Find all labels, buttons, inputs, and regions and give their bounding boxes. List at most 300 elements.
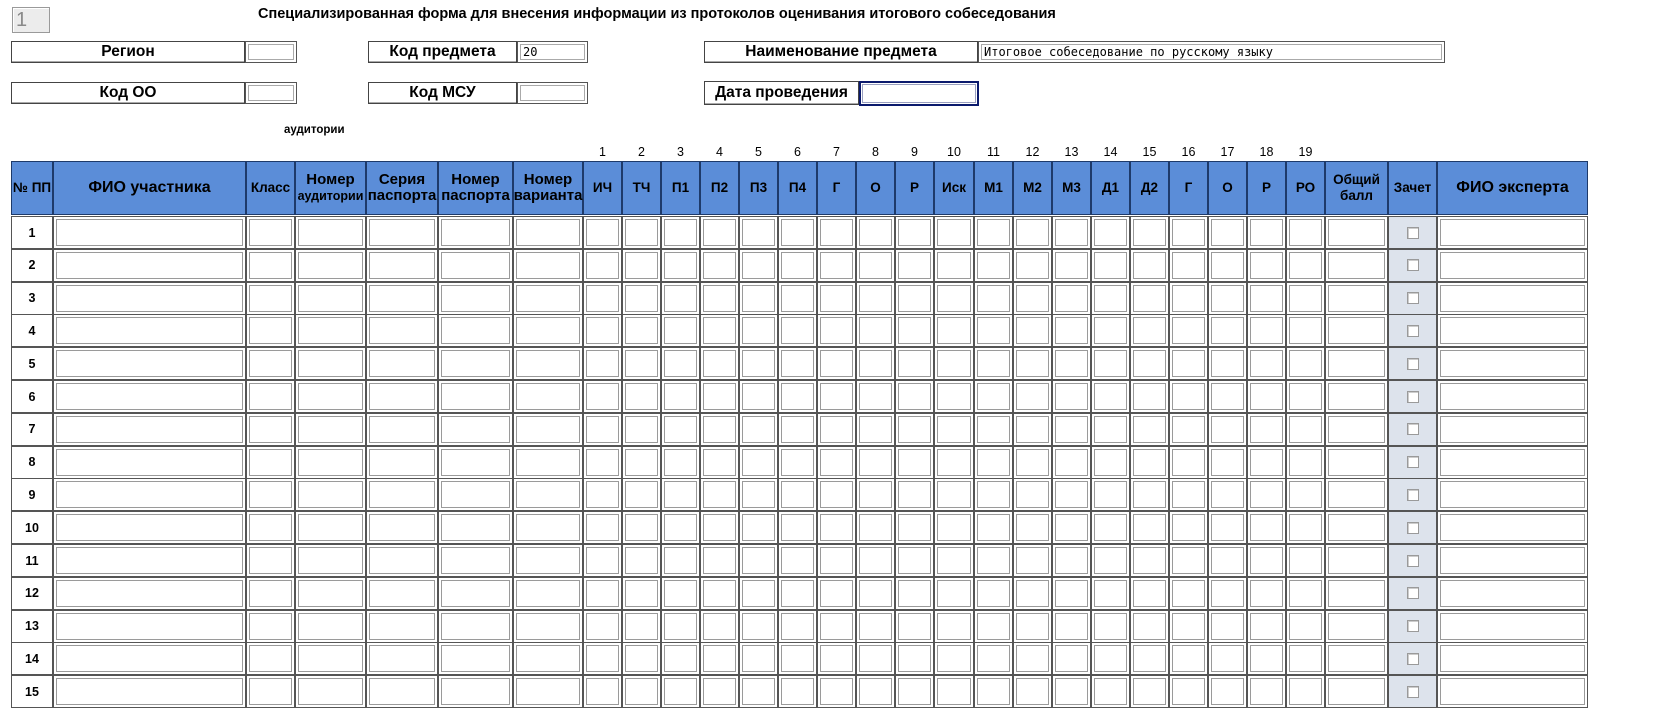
table-cell-input[interactable] — [1130, 347, 1169, 380]
table-cell-input[interactable] — [817, 413, 856, 446]
table-cell-input[interactable] — [622, 642, 661, 675]
table-cell-input[interactable] — [1325, 642, 1388, 675]
table-cell-input[interactable] — [856, 216, 895, 249]
table-cell-input[interactable] — [1208, 413, 1247, 446]
table-cell-input[interactable] — [366, 446, 438, 479]
table-cell-input[interactable] — [622, 216, 661, 249]
table-cell-input[interactable] — [622, 380, 661, 413]
table-cell-input[interactable] — [856, 544, 895, 577]
table-cell-input[interactable] — [1091, 446, 1130, 479]
table-cell-input[interactable] — [895, 446, 934, 479]
table-cell-input[interactable] — [1208, 642, 1247, 675]
table-cell-input[interactable] — [1325, 511, 1388, 544]
table-cell-input[interactable] — [1325, 314, 1388, 347]
table-cell-input[interactable] — [1208, 249, 1247, 282]
table-cell-input[interactable] — [895, 380, 934, 413]
table-cell-input[interactable] — [856, 282, 895, 315]
table-cell-input[interactable] — [1052, 249, 1091, 282]
table-cell-input[interactable] — [1169, 314, 1208, 347]
table-cell-input[interactable] — [700, 610, 739, 643]
table-cell-input[interactable] — [1091, 478, 1130, 511]
checkbox-box[interactable] — [1407, 686, 1419, 698]
table-cell-input[interactable] — [438, 347, 513, 380]
table-cell-input[interactable] — [895, 544, 934, 577]
table-cell-input[interactable] — [1325, 577, 1388, 610]
table-cell-input[interactable] — [1052, 314, 1091, 347]
table-cell-input[interactable] — [778, 544, 817, 577]
column-header[interactable] — [1325, 161, 1388, 215]
table-cell-input[interactable] — [246, 314, 295, 347]
table-cell-input[interactable] — [53, 282, 246, 315]
table-cell-input[interactable] — [895, 577, 934, 610]
table-cell-input[interactable] — [895, 610, 934, 643]
pass-checkbox[interactable] — [1388, 544, 1437, 577]
table-cell-input[interactable] — [53, 544, 246, 577]
table-cell-input[interactable] — [856, 347, 895, 380]
table-cell-input[interactable] — [1247, 282, 1286, 315]
table-cell-input[interactable] — [817, 216, 856, 249]
table-cell-input[interactable] — [856, 314, 895, 347]
table-cell-input[interactable] — [1013, 347, 1052, 380]
table-cell-input[interactable] — [513, 642, 583, 675]
table-cell-input[interactable] — [778, 216, 817, 249]
table-cell-input[interactable] — [622, 511, 661, 544]
pass-checkbox[interactable] — [1388, 478, 1437, 511]
table-cell-input[interactable] — [661, 544, 700, 577]
table-cell-input[interactable] — [1437, 446, 1588, 479]
table-cell-input[interactable] — [739, 314, 778, 347]
table-cell-input[interactable] — [295, 544, 366, 577]
table-cell-input[interactable] — [661, 249, 700, 282]
table-cell-input[interactable] — [974, 380, 1013, 413]
table-cell-input[interactable] — [817, 478, 856, 511]
checkbox-box[interactable] — [1407, 620, 1419, 632]
table-cell-input[interactable] — [583, 380, 622, 413]
table-cell-input[interactable] — [817, 380, 856, 413]
table-cell-input[interactable] — [1052, 347, 1091, 380]
column-header[interactable] — [622, 161, 661, 215]
table-cell-input[interactable] — [1013, 314, 1052, 347]
table-cell-input[interactable] — [1169, 577, 1208, 610]
table-cell-input[interactable] — [1437, 577, 1588, 610]
table-cell-input[interactable] — [583, 478, 622, 511]
table-cell-input[interactable] — [700, 446, 739, 479]
table-cell-input[interactable] — [1208, 577, 1247, 610]
table-cell-input[interactable] — [778, 610, 817, 643]
table-cell-input[interactable] — [1325, 216, 1388, 249]
table-cell-input[interactable] — [1437, 610, 1588, 643]
table-cell-input[interactable] — [1130, 478, 1169, 511]
checkbox-box[interactable] — [1407, 259, 1419, 271]
subject-name-field[interactable]: Итоговое собеседование по русскому языку — [978, 41, 1445, 63]
table-cell-input[interactable] — [1052, 642, 1091, 675]
table-cell-input[interactable] — [438, 380, 513, 413]
table-cell-input[interactable] — [974, 314, 1013, 347]
table-cell-input[interactable] — [778, 511, 817, 544]
table-cell-input[interactable] — [438, 511, 513, 544]
table-cell-input[interactable] — [1208, 446, 1247, 479]
table-cell-input[interactable] — [1286, 511, 1325, 544]
column-header[interactable] — [1169, 161, 1208, 215]
table-cell-input[interactable] — [817, 544, 856, 577]
table-cell-input[interactable] — [53, 642, 246, 675]
table-cell-input[interactable] — [53, 413, 246, 446]
table-cell-input[interactable] — [895, 282, 934, 315]
table-cell-input[interactable] — [1052, 511, 1091, 544]
table-cell-input[interactable] — [1013, 282, 1052, 315]
table-cell-input[interactable] — [739, 544, 778, 577]
table-cell-input[interactable] — [1169, 282, 1208, 315]
table-cell-input[interactable] — [366, 249, 438, 282]
table-cell-input[interactable] — [1286, 413, 1325, 446]
table-cell-input[interactable] — [622, 610, 661, 643]
table-cell-input[interactable] — [778, 577, 817, 610]
table-cell-input[interactable] — [934, 249, 974, 282]
table-cell-input[interactable] — [513, 249, 583, 282]
table-cell-input[interactable] — [739, 511, 778, 544]
table-cell-input[interactable] — [1325, 675, 1388, 708]
table-cell-input[interactable] — [1169, 642, 1208, 675]
column-header[interactable] — [1247, 161, 1286, 215]
table-cell-input[interactable] — [1286, 314, 1325, 347]
table-cell-input[interactable] — [1286, 478, 1325, 511]
table-cell-input[interactable] — [1091, 347, 1130, 380]
table-cell-input[interactable] — [622, 282, 661, 315]
table-cell-input[interactable] — [934, 511, 974, 544]
table-cell-input[interactable] — [817, 347, 856, 380]
table-cell-input[interactable] — [246, 249, 295, 282]
table-cell-input[interactable] — [1013, 446, 1052, 479]
table-cell-input[interactable] — [1130, 249, 1169, 282]
table-cell-input[interactable] — [1286, 675, 1325, 708]
column-header[interactable] — [1437, 161, 1588, 215]
table-cell-input[interactable] — [661, 610, 700, 643]
table-cell-input[interactable] — [661, 675, 700, 708]
table-cell-input[interactable] — [1325, 446, 1388, 479]
table-cell-input[interactable] — [583, 282, 622, 315]
checkbox-box[interactable] — [1407, 489, 1419, 501]
table-cell-input[interactable] — [700, 413, 739, 446]
table-cell-input[interactable] — [513, 577, 583, 610]
table-cell-input[interactable] — [700, 544, 739, 577]
column-header[interactable] — [934, 161, 974, 215]
column-header[interactable] — [856, 161, 895, 215]
table-cell-input[interactable] — [366, 511, 438, 544]
checkbox-box[interactable] — [1407, 522, 1419, 534]
checkbox-box[interactable] — [1407, 358, 1419, 370]
table-cell-input[interactable] — [1208, 314, 1247, 347]
table-cell-input[interactable] — [1208, 544, 1247, 577]
table-cell-input[interactable] — [661, 380, 700, 413]
table-cell-input[interactable] — [438, 249, 513, 282]
table-cell-input[interactable] — [934, 478, 974, 511]
table-cell-input[interactable] — [1052, 675, 1091, 708]
table-cell-input[interactable] — [1052, 610, 1091, 643]
table-cell-input[interactable] — [739, 282, 778, 315]
table-cell-input[interactable] — [817, 446, 856, 479]
table-cell-input[interactable] — [1169, 446, 1208, 479]
table-cell-input[interactable] — [583, 610, 622, 643]
table-cell-input[interactable] — [1013, 544, 1052, 577]
table-cell-input[interactable] — [366, 314, 438, 347]
table-cell-input[interactable] — [895, 249, 934, 282]
table-cell-input[interactable] — [1286, 446, 1325, 479]
column-header[interactable] — [583, 161, 622, 215]
table-cell-input[interactable] — [974, 282, 1013, 315]
table-cell-input[interactable] — [246, 511, 295, 544]
table-cell-input[interactable] — [1247, 675, 1286, 708]
table-cell-input[interactable] — [1091, 314, 1130, 347]
table-cell-input[interactable] — [856, 380, 895, 413]
table-cell-input[interactable] — [295, 511, 366, 544]
table-cell-input[interactable] — [246, 577, 295, 610]
table-cell-input[interactable] — [438, 282, 513, 315]
table-cell-input[interactable] — [438, 642, 513, 675]
table-cell-input[interactable] — [1437, 249, 1588, 282]
table-cell-input[interactable] — [700, 478, 739, 511]
table-cell-input[interactable] — [974, 478, 1013, 511]
column-header[interactable] — [295, 161, 366, 215]
table-cell-input[interactable] — [513, 446, 583, 479]
table-cell-input[interactable] — [1437, 413, 1588, 446]
table-cell-input[interactable] — [513, 380, 583, 413]
table-cell-input[interactable] — [1437, 675, 1588, 708]
table-cell-input[interactable] — [1247, 544, 1286, 577]
table-cell-input[interactable] — [1013, 577, 1052, 610]
table-cell-input[interactable] — [246, 610, 295, 643]
table-cell-input[interactable] — [895, 511, 934, 544]
table-cell-input[interactable] — [438, 675, 513, 708]
table-cell-input[interactable] — [895, 642, 934, 675]
subject-code-field[interactable]: 20 — [517, 41, 588, 63]
table-cell-input[interactable] — [622, 249, 661, 282]
table-cell-input[interactable] — [1247, 446, 1286, 479]
column-header[interactable] — [438, 161, 513, 215]
table-cell-input[interactable] — [934, 577, 974, 610]
table-cell-input[interactable] — [856, 675, 895, 708]
table-cell-input[interactable] — [53, 577, 246, 610]
table-cell-input[interactable] — [974, 642, 1013, 675]
table-cell-input[interactable] — [1286, 380, 1325, 413]
table-cell-input[interactable] — [739, 478, 778, 511]
table-cell-input[interactable] — [856, 511, 895, 544]
table-cell-input[interactable] — [1091, 511, 1130, 544]
table-cell-input[interactable] — [1208, 380, 1247, 413]
table-cell-input[interactable] — [1286, 544, 1325, 577]
pass-checkbox[interactable] — [1388, 314, 1437, 347]
table-cell-input[interactable] — [1247, 347, 1286, 380]
table-cell-input[interactable] — [1437, 511, 1588, 544]
table-cell-input[interactable] — [366, 413, 438, 446]
table-cell-input[interactable] — [1169, 413, 1208, 446]
table-cell-input[interactable] — [817, 577, 856, 610]
table-cell-input[interactable] — [622, 413, 661, 446]
table-cell-input[interactable] — [778, 314, 817, 347]
table-cell-input[interactable] — [934, 380, 974, 413]
checkbox-box[interactable] — [1407, 325, 1419, 337]
table-cell-input[interactable] — [1091, 413, 1130, 446]
table-cell-input[interactable] — [1437, 347, 1588, 380]
pass-checkbox[interactable] — [1388, 347, 1437, 380]
table-cell-input[interactable] — [1130, 544, 1169, 577]
table-cell-input[interactable] — [1052, 282, 1091, 315]
table-cell-input[interactable] — [246, 478, 295, 511]
table-cell-input[interactable] — [1286, 282, 1325, 315]
table-cell-input[interactable] — [53, 610, 246, 643]
table-cell-input[interactable] — [583, 249, 622, 282]
table-cell-input[interactable] — [583, 675, 622, 708]
table-cell-input[interactable] — [1169, 347, 1208, 380]
table-cell-input[interactable] — [739, 675, 778, 708]
table-cell-input[interactable] — [295, 282, 366, 315]
table-cell-input[interactable] — [622, 478, 661, 511]
table-cell-input[interactable] — [934, 413, 974, 446]
table-cell-input[interactable] — [1247, 249, 1286, 282]
table-cell-input[interactable] — [438, 314, 513, 347]
table-cell-input[interactable] — [739, 610, 778, 643]
table-cell-input[interactable] — [1052, 446, 1091, 479]
sheet-number-spin[interactable]: 1 — [12, 7, 50, 33]
table-cell-input[interactable] — [246, 380, 295, 413]
table-cell-input[interactable] — [366, 544, 438, 577]
column-header[interactable] — [513, 161, 583, 215]
table-cell-input[interactable] — [53, 446, 246, 479]
pass-checkbox[interactable] — [1388, 577, 1437, 610]
table-cell-input[interactable] — [1130, 413, 1169, 446]
table-cell-input[interactable] — [1091, 216, 1130, 249]
table-cell-input[interactable] — [513, 314, 583, 347]
table-cell-input[interactable] — [295, 216, 366, 249]
table-cell-input[interactable] — [1247, 314, 1286, 347]
table-cell-input[interactable] — [1325, 610, 1388, 643]
table-cell-input[interactable] — [1130, 380, 1169, 413]
column-header[interactable] — [739, 161, 778, 215]
table-cell-input[interactable] — [1130, 577, 1169, 610]
table-cell-input[interactable] — [583, 413, 622, 446]
table-cell-input[interactable] — [438, 544, 513, 577]
table-cell-input[interactable] — [817, 511, 856, 544]
table-cell-input[interactable] — [1091, 249, 1130, 282]
table-cell-input[interactable] — [661, 577, 700, 610]
table-cell-input[interactable] — [246, 544, 295, 577]
table-cell-input[interactable] — [1437, 216, 1588, 249]
pass-checkbox[interactable] — [1388, 511, 1437, 544]
table-cell-input[interactable] — [974, 577, 1013, 610]
column-header[interactable] — [53, 161, 246, 215]
table-cell-input[interactable] — [53, 314, 246, 347]
table-cell-input[interactable] — [513, 347, 583, 380]
table-cell-input[interactable] — [778, 413, 817, 446]
pass-checkbox[interactable] — [1388, 249, 1437, 282]
table-cell-input[interactable] — [583, 216, 622, 249]
table-cell-input[interactable] — [583, 511, 622, 544]
column-header[interactable] — [1286, 161, 1325, 215]
table-cell-input[interactable] — [1091, 642, 1130, 675]
table-cell-input[interactable] — [934, 642, 974, 675]
oo-code-field[interactable] — [245, 82, 297, 104]
checkbox-box[interactable] — [1407, 456, 1419, 468]
table-cell-input[interactable] — [366, 610, 438, 643]
table-cell-input[interactable] — [513, 511, 583, 544]
pass-checkbox[interactable] — [1388, 413, 1437, 446]
table-cell-input[interactable] — [778, 478, 817, 511]
pass-checkbox[interactable] — [1388, 282, 1437, 315]
checkbox-box[interactable] — [1407, 555, 1419, 567]
table-cell-input[interactable] — [1052, 577, 1091, 610]
table-cell-input[interactable] — [1208, 282, 1247, 315]
date-field[interactable] — [859, 81, 979, 106]
table-cell-input[interactable] — [53, 511, 246, 544]
table-cell-input[interactable] — [53, 675, 246, 708]
column-header[interactable] — [246, 161, 295, 215]
table-cell-input[interactable] — [438, 446, 513, 479]
table-cell-input[interactable] — [246, 642, 295, 675]
table-cell-input[interactable] — [295, 675, 366, 708]
table-cell-input[interactable] — [1286, 610, 1325, 643]
table-cell-input[interactable] — [661, 511, 700, 544]
table-cell-input[interactable] — [1013, 216, 1052, 249]
table-cell-input[interactable] — [53, 249, 246, 282]
table-cell-input[interactable] — [1052, 380, 1091, 413]
table-cell-input[interactable] — [739, 577, 778, 610]
table-cell-input[interactable] — [1130, 511, 1169, 544]
table-cell-input[interactable] — [295, 249, 366, 282]
table-cell-input[interactable] — [856, 642, 895, 675]
table-cell-input[interactable] — [817, 642, 856, 675]
column-header[interactable] — [974, 161, 1013, 215]
column-header[interactable] — [1052, 161, 1091, 215]
table-cell-input[interactable] — [1013, 511, 1052, 544]
table-cell-input[interactable] — [817, 610, 856, 643]
table-cell-input[interactable] — [661, 413, 700, 446]
checkbox-box[interactable] — [1407, 391, 1419, 403]
checkbox-box[interactable] — [1407, 653, 1419, 665]
table-cell-input[interactable] — [622, 446, 661, 479]
table-cell-input[interactable] — [856, 249, 895, 282]
table-cell-input[interactable] — [583, 544, 622, 577]
table-cell-input[interactable] — [700, 642, 739, 675]
table-cell-input[interactable] — [1325, 544, 1388, 577]
table-cell-input[interactable] — [856, 610, 895, 643]
table-cell-input[interactable] — [366, 380, 438, 413]
table-cell-input[interactable] — [366, 642, 438, 675]
table-cell-input[interactable] — [1013, 380, 1052, 413]
table-cell-input[interactable] — [513, 216, 583, 249]
table-cell-input[interactable] — [1286, 249, 1325, 282]
table-cell-input[interactable] — [817, 249, 856, 282]
table-cell-input[interactable] — [661, 446, 700, 479]
table-cell-input[interactable] — [1091, 675, 1130, 708]
table-cell-input[interactable] — [1437, 642, 1588, 675]
table-cell-input[interactable] — [366, 282, 438, 315]
table-cell-input[interactable] — [856, 478, 895, 511]
table-cell-input[interactable] — [700, 577, 739, 610]
table-cell-input[interactable] — [974, 610, 1013, 643]
table-cell-input[interactable] — [1091, 380, 1130, 413]
table-cell-input[interactable] — [366, 216, 438, 249]
table-cell-input[interactable] — [1091, 577, 1130, 610]
table-cell-input[interactable] — [295, 413, 366, 446]
table-cell-input[interactable] — [1130, 642, 1169, 675]
column-header[interactable] — [366, 161, 438, 215]
table-cell-input[interactable] — [513, 413, 583, 446]
table-cell-input[interactable] — [661, 314, 700, 347]
table-cell-input[interactable] — [1169, 511, 1208, 544]
table-cell-input[interactable] — [778, 642, 817, 675]
table-cell-input[interactable] — [1437, 380, 1588, 413]
table-cell-input[interactable] — [1052, 216, 1091, 249]
table-cell-input[interactable] — [1325, 380, 1388, 413]
